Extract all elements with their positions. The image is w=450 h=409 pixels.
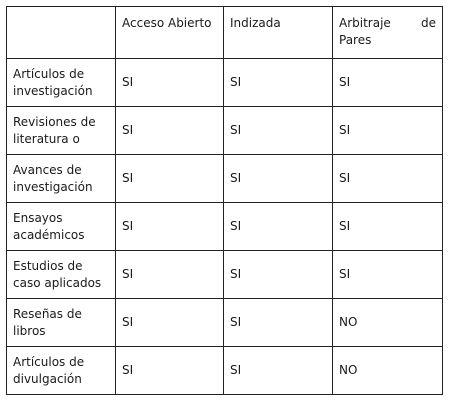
row-label: Ensayos académicos: [7, 203, 116, 251]
cell-indizada: SI: [224, 59, 333, 107]
publication-types-table: [6, 6, 443, 395]
table-row: [7, 251, 443, 299]
table-row: [7, 203, 443, 251]
cell-indizada: SI: [224, 299, 333, 347]
cell-acceso-abierto: SI: [116, 155, 224, 203]
header-indizada: Indizada: [224, 7, 333, 59]
row-label: Artículos de investigación: [7, 59, 116, 107]
cell-acceso-abierto: SI: [116, 203, 224, 251]
cell-indizada: SI: [224, 251, 333, 299]
table-header-row: [7, 7, 443, 59]
cell-indizada: SI: [224, 107, 333, 155]
cell-indizada: SI: [224, 347, 333, 395]
header-arbitraje-de-pares: Arbitraje de Pares: [333, 7, 443, 59]
row-label: Revisiones de literatura o: [7, 107, 116, 155]
cell-arbitraje: SI: [333, 251, 443, 299]
row-label: Estudios de caso aplicados: [7, 251, 116, 299]
cell-arbitraje: NO: [333, 347, 443, 395]
row-label: Avances de investigación: [7, 155, 116, 203]
header-acceso-abierto: Acceso Abierto: [116, 7, 224, 59]
table-row: [7, 347, 443, 395]
cell-acceso-abierto: SI: [116, 299, 224, 347]
row-label: Reseñas de libros: [7, 299, 116, 347]
table-row: [7, 107, 443, 155]
cell-acceso-abierto: SI: [116, 59, 224, 107]
cell-acceso-abierto: SI: [116, 107, 224, 155]
header-cell-empty: [7, 7, 116, 59]
table-row: [7, 299, 443, 347]
cell-arbitraje: SI: [333, 107, 443, 155]
cell-acceso-abierto: SI: [116, 251, 224, 299]
cell-acceso-abierto: SI: [116, 347, 224, 395]
cell-arbitraje: NO: [333, 299, 443, 347]
table-row: [7, 59, 443, 107]
cell-indizada: SI: [224, 203, 333, 251]
cell-arbitraje: SI: [333, 155, 443, 203]
table-row: [7, 155, 443, 203]
cell-arbitraje: SI: [333, 59, 443, 107]
cell-arbitraje: SI: [333, 203, 443, 251]
row-label: Artículos de divulgación: [7, 347, 116, 395]
cell-indizada: SI: [224, 155, 333, 203]
